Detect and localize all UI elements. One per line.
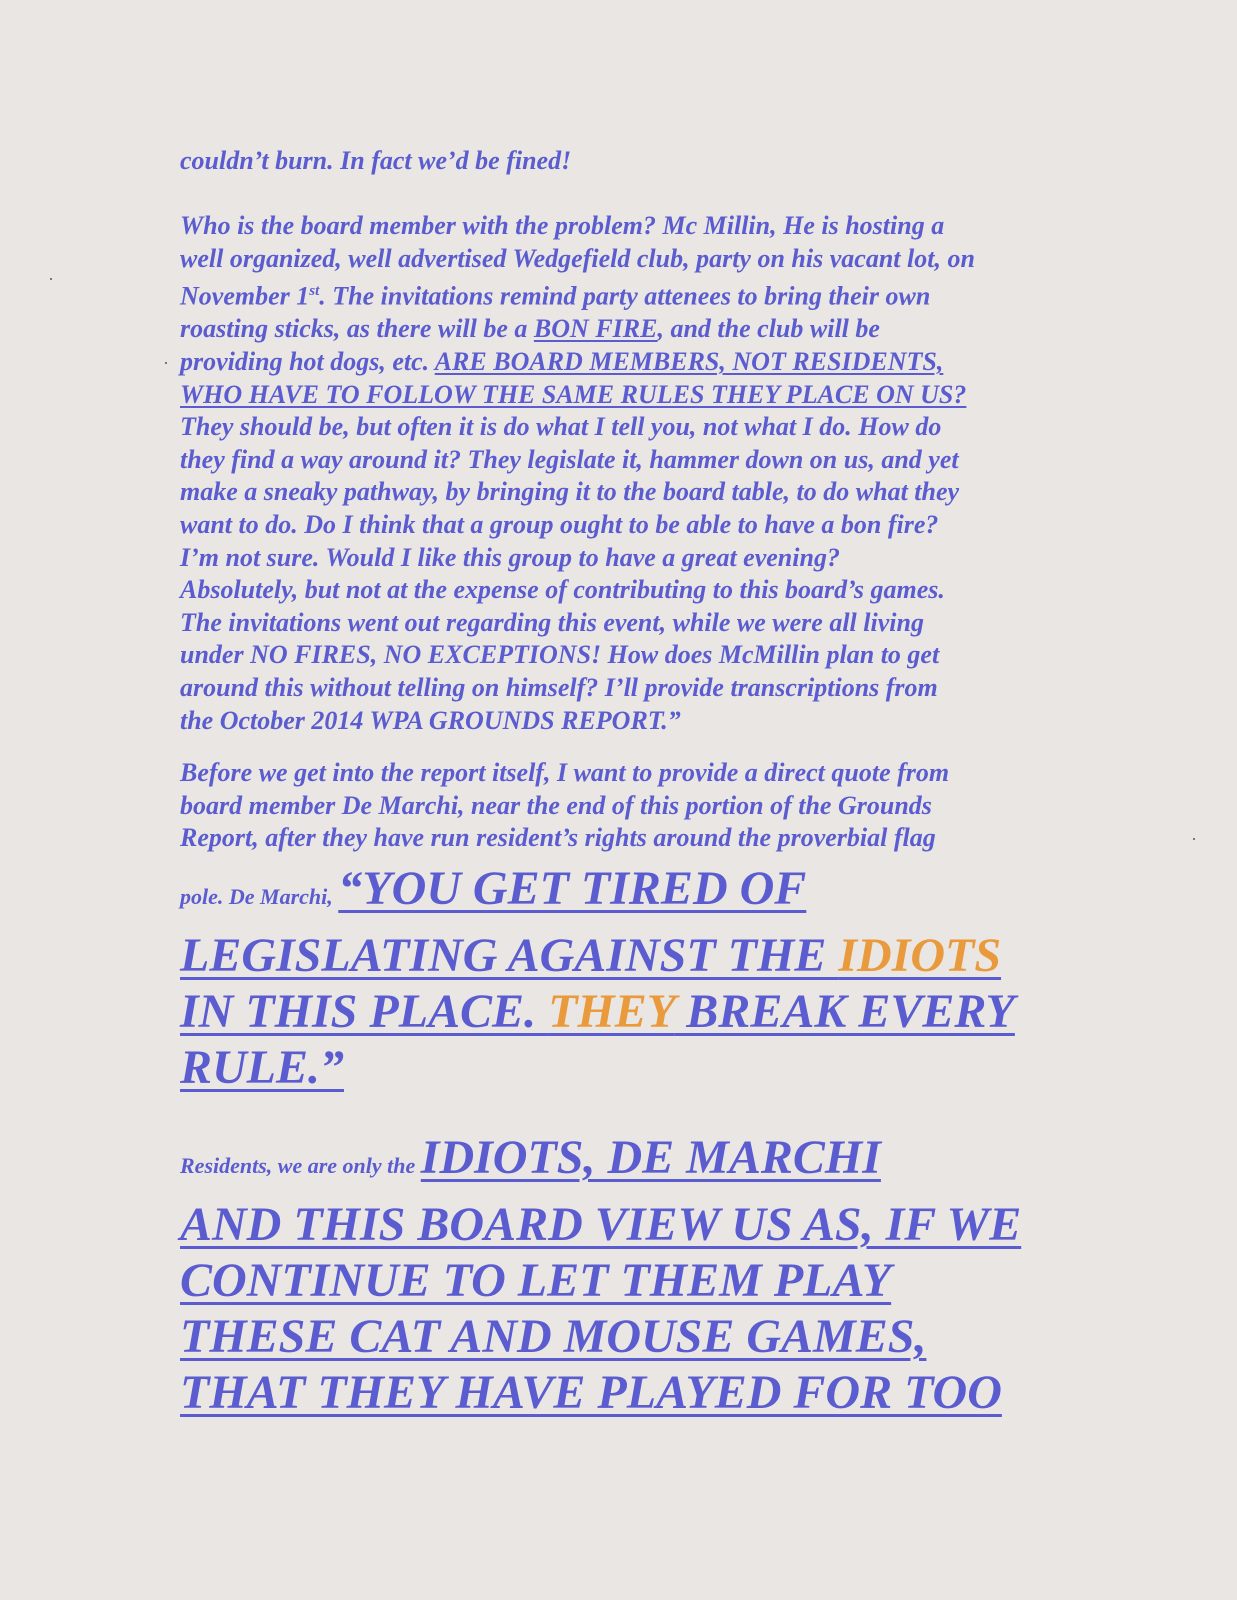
closing-line: CONTINUE TO LET THEM PLAY [180,1254,892,1307]
text-line: well organized, well advertised Wedgefield club, party on his vacant lot, on [180,243,975,273]
text-line: board member De Marchi, near the end of this portion of the Grounds [180,790,932,820]
quote-line: IN THIS PLACE. THEY BREAK EVERY [180,984,1015,1038]
text-line: providing hot dogs, etc. ARE BOARD MEMBERS, NOT RESIDENTS, [180,347,944,377]
text-line: Report, after they have run resident’s rights around the proverbial flag [180,823,936,853]
text-line: Who is the board member with the problem? Mc Millin, He is hosting a [180,211,945,240]
superscript: st [309,283,320,300]
underlined-phrase: ARE BOARD MEMBERS, NOT RESIDENTS, [434,347,944,377]
text-line: Before we get into the report itself, I want to provide a direct quote from [180,758,950,787]
quote-line: “YOU GET TIRED OF [338,861,807,915]
closing-line: THESE CAT AND MOUSE GAMES, [180,1310,927,1363]
highlighted-word: IDIOTS [838,928,1002,982]
quote-intro: pole. De Marchi, [180,883,339,909]
text-line [180,379,1060,412]
closing-line: AND THIS BOARD VIEW US AS, IF WE [180,1198,1022,1251]
highlighted-word: THEY [548,984,675,1038]
text-line: couldn’t burn. In fact we’d be fined! [180,146,572,175]
text-line: want to do. Do I think that a group ought to be able to have a bon fire? [180,510,939,539]
closing-intro: Residents, we are only the [180,1153,421,1178]
closing-line: IDIOTS, DE MARCHI [420,1131,881,1184]
underlined-phrase: BON FIRE [533,314,658,344]
text-line: November 1st. The invitations remind party attenees to bring their own [180,281,931,311]
scan-speck [50,278,52,280]
paragraph-4 [180,1130,1060,1421]
paragraph-2 [180,210,1060,737]
closing-line: THAT THEY HAVE PLAYED FOR TOO [180,1366,1002,1419]
text-line: around this without telling on himself? I’ll provide transcriptions from [180,672,938,702]
paragraph-1 [180,145,1060,178]
text-line: The invitations went out regarding this event, while we were all living [180,607,924,637]
quote-block [180,861,1060,1096]
text-line: roasting sticks, as there will be a BON FIRE, and the club will be [180,314,880,344]
text-line: they find a way around it? They legislate it, hammer down on us, and yet [180,444,959,474]
text-line: under NO FIRES, NO EXCEPTIONS! How does McMillin plan to get [180,640,940,670]
quote-line: LEGISLATING AGAINST THE IDIOTS [180,928,1002,982]
text-line: I’m not sure. Would I like this group to have a great evening? [180,542,840,572]
text-line: make a sneaky pathway, by bringing it to the board table, to do what they [180,477,960,507]
paragraph-3 [180,757,1060,1096]
text-line: the October 2014 WPA GROUNDS REPORT.” [180,705,681,735]
quote-line: RULE.” [180,1040,345,1094]
underlined-phrase: WHO HAVE TO FOLLOW THE SAME RULES THEY PLACE ON US? [180,379,967,409]
scan-speck [1193,838,1195,840]
text-line: Absolutely, but not at the expense of contributing to this board’s games. [180,575,945,605]
scan-speck [165,362,167,364]
text-line: They should be, but often it is do what I tell you, not what I do. How do [180,412,942,442]
